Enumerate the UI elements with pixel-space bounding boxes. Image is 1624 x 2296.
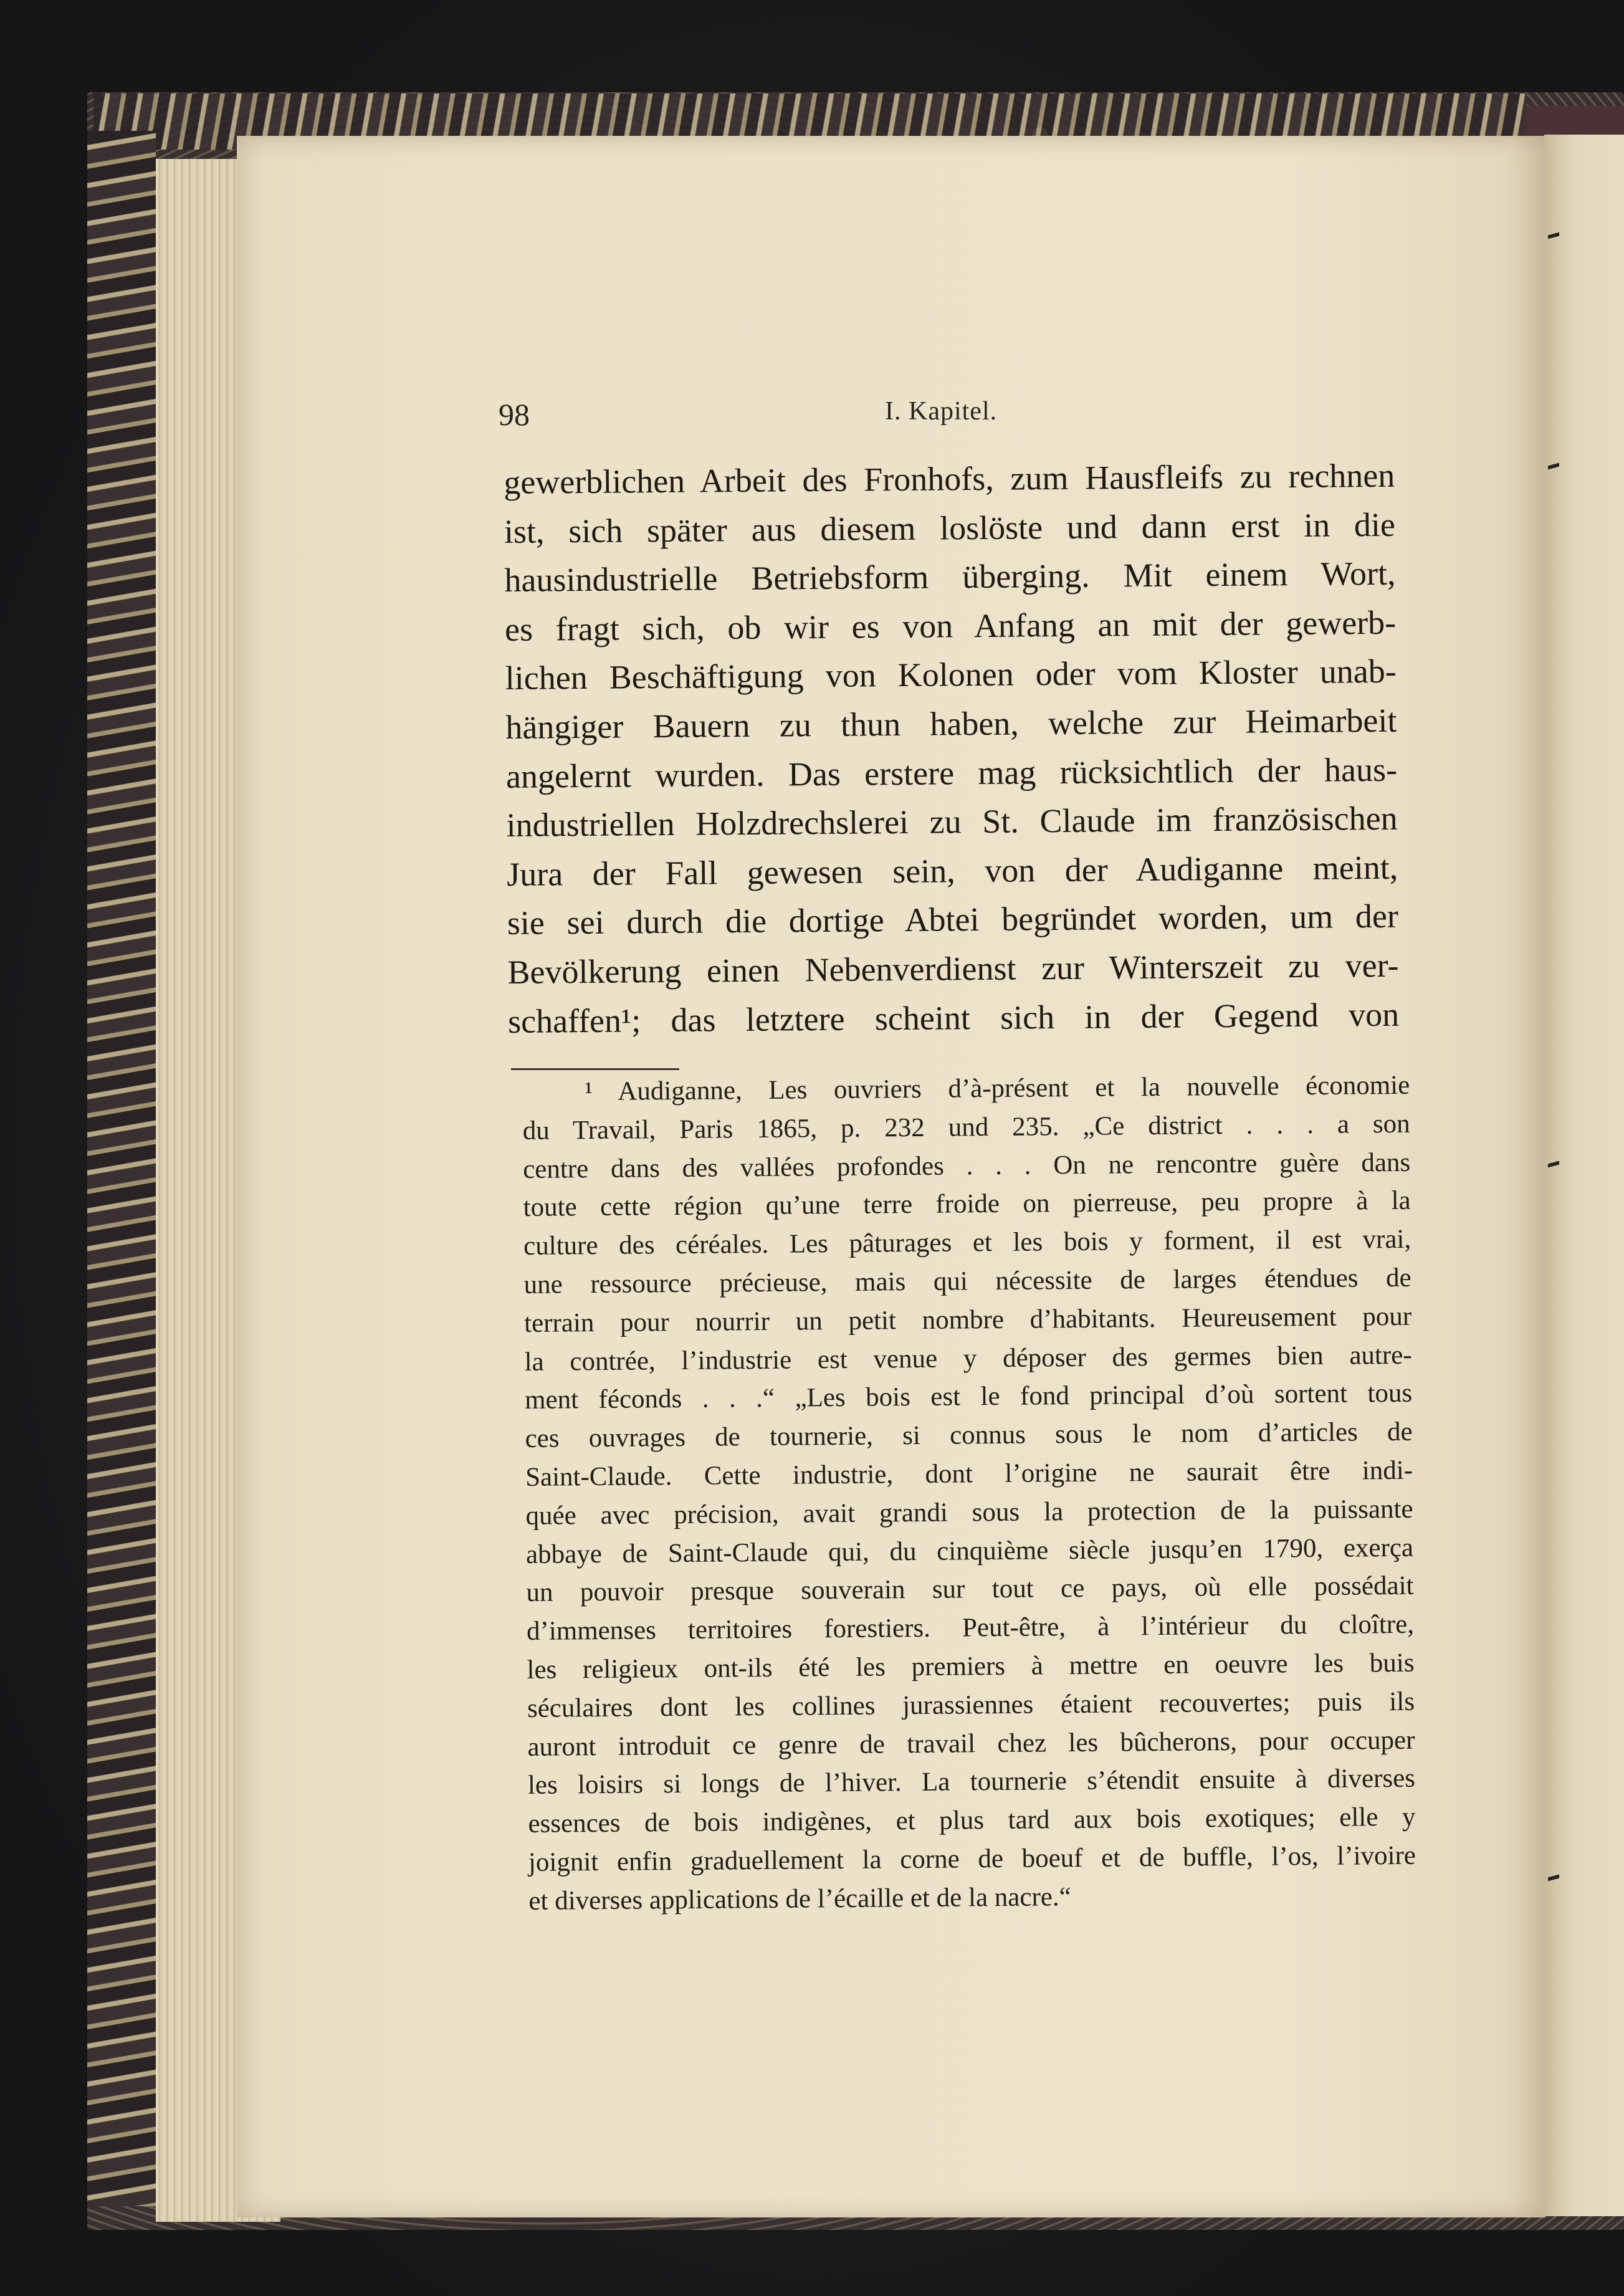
text-line: une ressource précieuse, mais qui nécessite de larges étendues de (523, 1263, 1411, 1299)
text-line: culture des céréales. Les pâturages et les bois y forment, il est vrai, (523, 1224, 1411, 1261)
text-line: toute cette région qu’une terre froide on pierreuse, peu propre à la (523, 1186, 1411, 1223)
footnote-rule (511, 1068, 679, 1070)
text-line: es fragt sich, ob wir es von Anfang an mit der gewerb- (504, 603, 1397, 648)
text-line: sie sei durch die dortige Abtei begründet worden, um der (507, 897, 1399, 942)
text-line: et diverses applications de l’écaille et de la nacre.“ (528, 1882, 1071, 1916)
marbled-cover-left-edge (87, 131, 156, 2206)
text-line: Jura der Fall gewesen sein, von der Audiganne meint, (507, 848, 1398, 893)
text-line: hausindustrielle Betriebsform überging. Mit einem Wort, (504, 554, 1396, 600)
text-line: les religieux ont-ils été les premiers à mettre en oeuvre les buis (527, 1648, 1415, 1685)
body-text (504, 451, 1399, 1046)
text-line: ¹ Audiganne, Les ouvriers d’à-présent et la nouvelle économie (585, 1070, 1410, 1107)
text-line: les loisirs si longs de l’hiver. La tournerie s’étendit ensuite à diverses (527, 1764, 1416, 1801)
text-line: terrain pour nourrir un petit nombre d’habitants. Heureusement pour (523, 1301, 1412, 1338)
text-line: du Travail, Paris 1865, p. 232 und 235. „Ce district . . . a son (522, 1109, 1410, 1146)
text-line: un pouvoir presque souverain sur tout ce pays, où elle possédait (526, 1571, 1414, 1608)
text-line: abbaye de Saint-Claude qui, du cinquième siècle jusqu’en 1790, exerça (525, 1533, 1414, 1569)
text-line: auront introduit ce genre de travail chez les bûcherons, pour occuper (527, 1725, 1415, 1762)
text-line: industriellen Holzdrechslerei zu St. Claude im französischen (506, 799, 1398, 844)
text-line: hängiger Bauern zu thun haben, welche zur Heimarbeit (505, 701, 1397, 746)
text-line: essences de bois indigènes, et plus tard aux bois exotiques; elle y (528, 1802, 1416, 1839)
page-header (499, 396, 1390, 440)
text-line: séculaires dont les collines jurassiennes étaient recouvertes; puis ils (527, 1686, 1415, 1723)
text-line: Bevölkerung einen Nebenverdienst zur Winterszeit zu ver- (507, 946, 1399, 991)
text-line: quée avec précision, avait grandi sous la protection de la puissante (525, 1494, 1413, 1531)
facing-page (1544, 135, 1624, 2216)
running-head: I. Kapitel. (885, 397, 998, 426)
footnote (522, 1066, 1416, 1921)
text-line: schaffen¹; das letztere scheint sich in der Gegend von (507, 995, 1400, 1040)
text-line: ist, sich später aus diesem loslöste und dann erst in die (504, 505, 1396, 550)
text-line: ment féconds . . .“ „Les bois est le fond principal d’où sortent tous (524, 1379, 1413, 1415)
text-line: la contrée, l’industrie est venue y déposer des germes bien autre- (524, 1340, 1412, 1377)
text-line: joignit enfin graduellement la corne de boeuf et de buffle, l’os, l’ivoire (528, 1840, 1416, 1877)
text-line: centre dans des vallées profondes . . . On ne rencontre guère dans (523, 1147, 1411, 1184)
text-line: gewerblichen Arbeit des Fronhofs, zum Hausfleifs zu rechnen (504, 456, 1395, 501)
page-number: 98 (499, 397, 530, 432)
text-line: d’immenses territoires forestiers. Peut-être, à l’intérieur du cloître, (526, 1609, 1415, 1647)
text-line: Saint-Claude. Cette industrie, dont l’origine ne saurait être indi- (525, 1455, 1413, 1492)
text-line: angelernt wurden. Das erstere mag rücksichtlich der haus- (505, 750, 1398, 795)
text-line: lichen Beschäftigung von Kolonen oder vom Kloster unab- (505, 653, 1397, 697)
text-line: ces ouvrages de tournerie, si connus sous le nom d’articles de (525, 1417, 1413, 1454)
